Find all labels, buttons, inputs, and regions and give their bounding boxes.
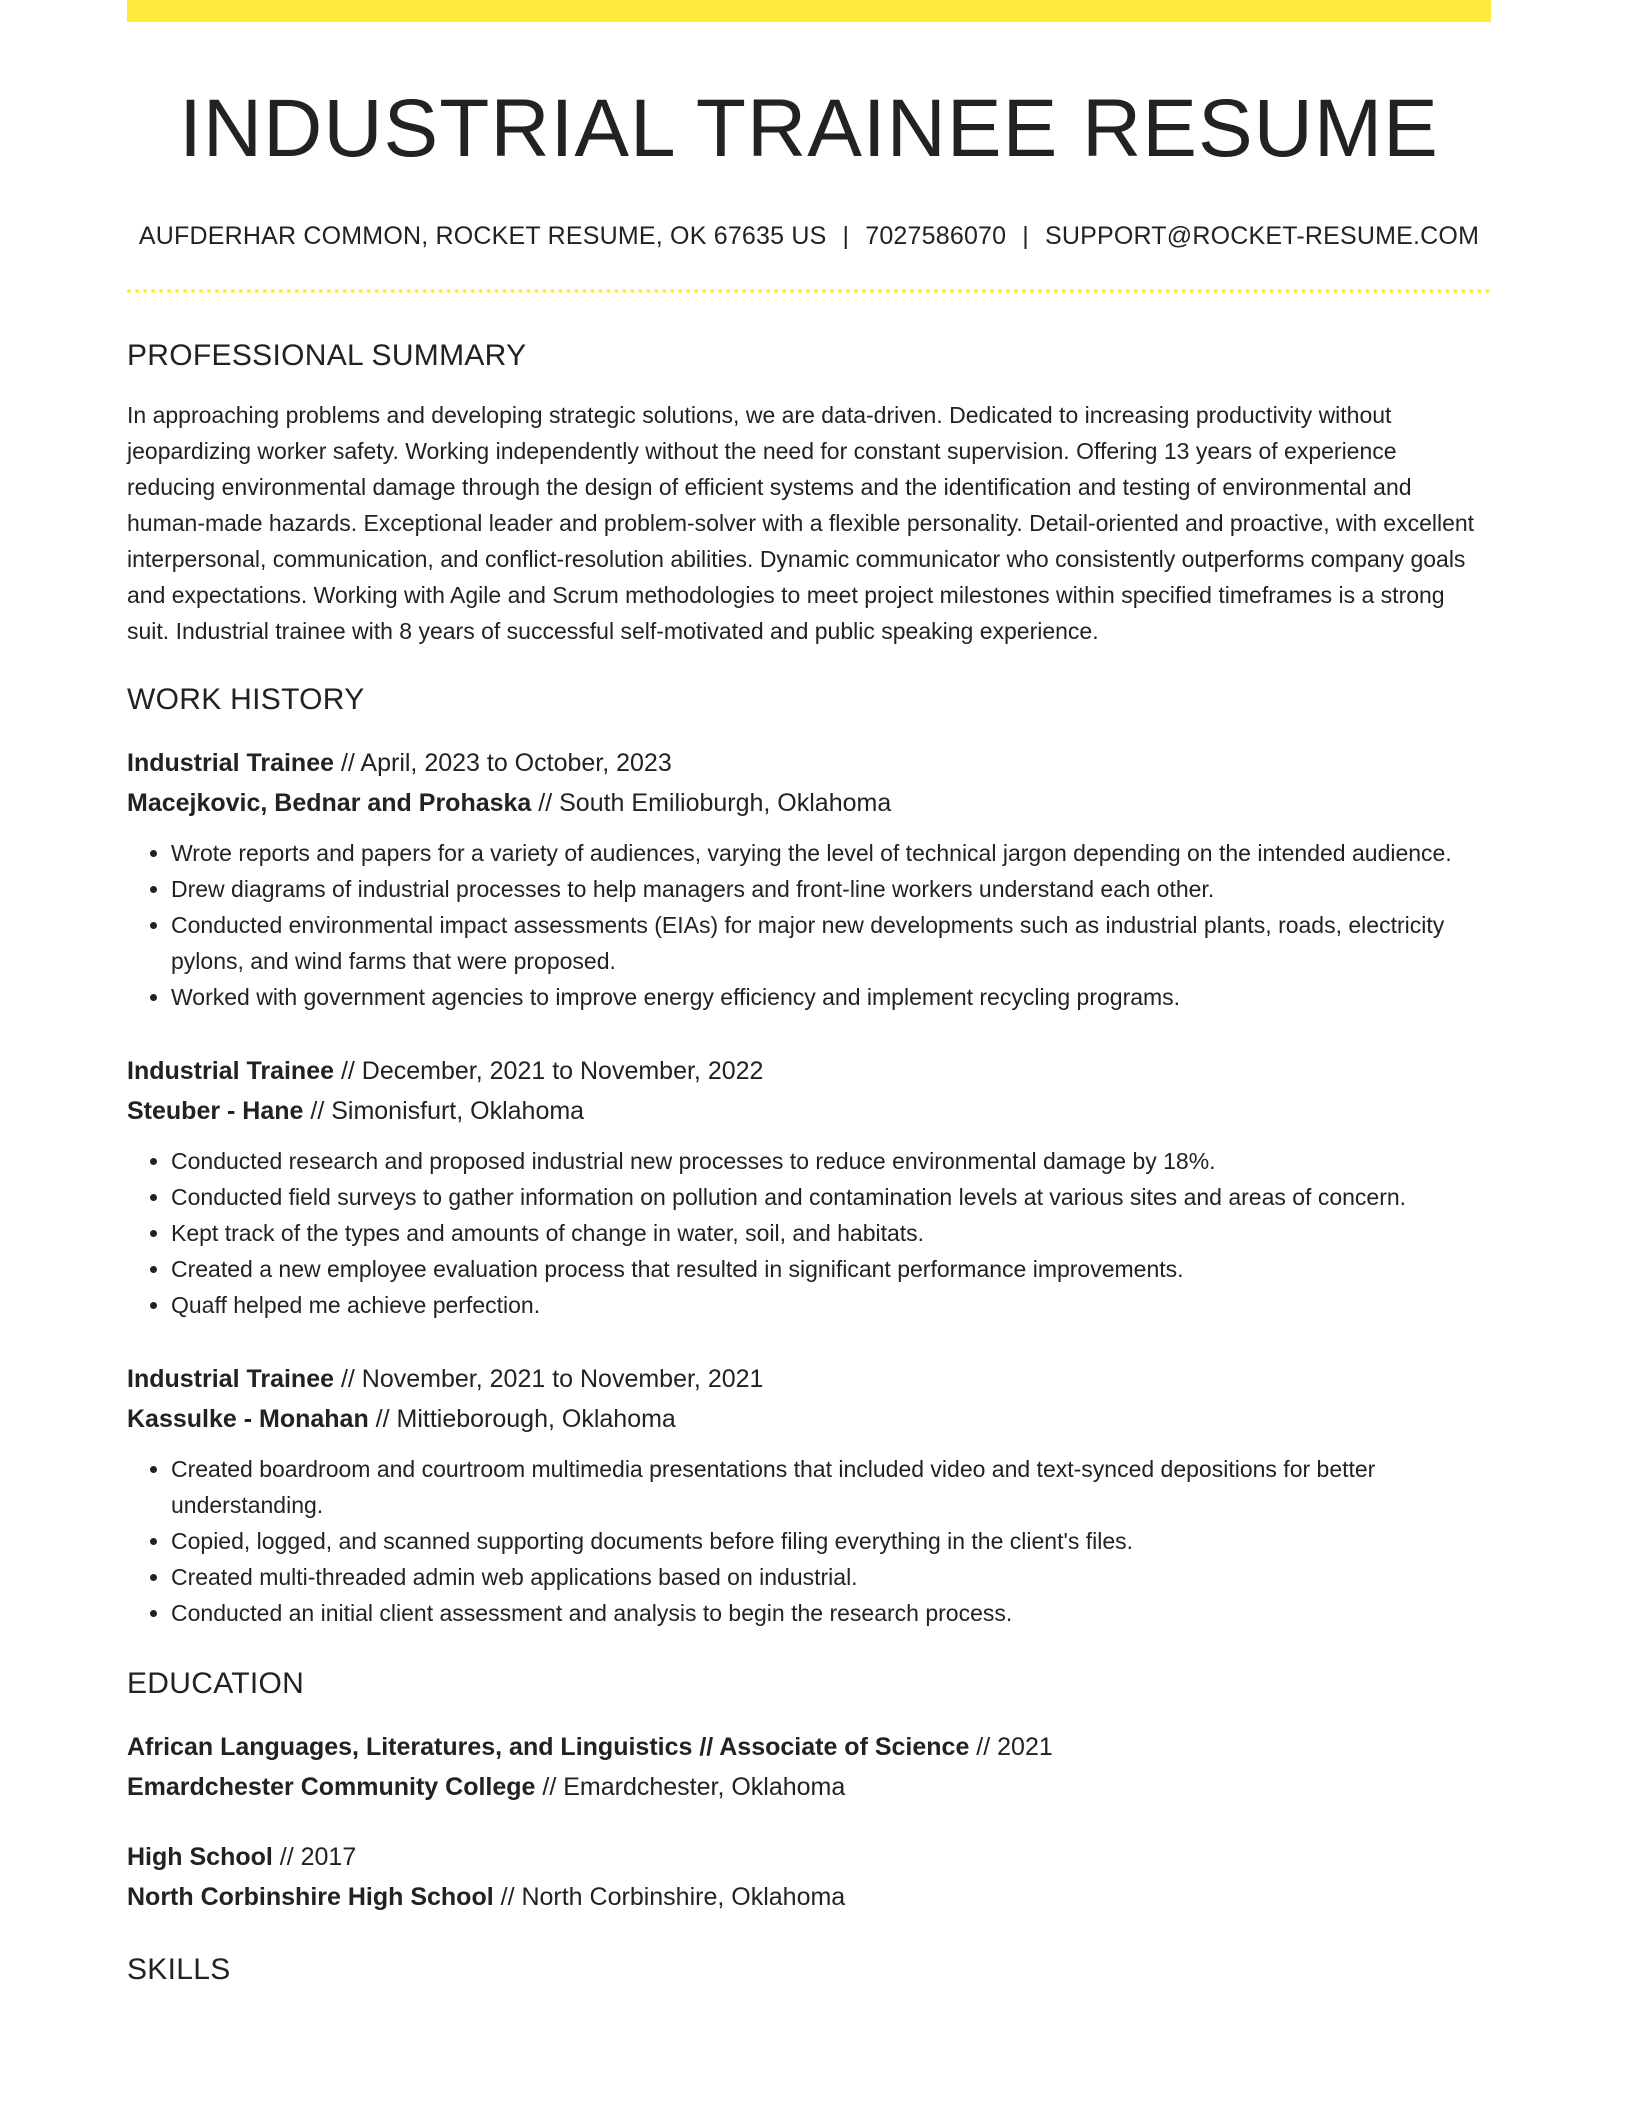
job-role: Industrial Trainee — [127, 1365, 335, 1394]
job-role: Industrial Trainee — [127, 1057, 335, 1086]
education-entry — [127, 1727, 1491, 1807]
list-item: • Conducted an initial client assessment and analysis to begin the research process. — [171, 1595, 1491, 1631]
education-location: // North Corbinshire, Oklahoma — [493, 1883, 846, 1912]
job-location: // South Emilioburgh, Oklahoma — [531, 789, 892, 818]
education-degree: African Languages, Literatures, and Linguistics // Associate of Science — [127, 1733, 970, 1762]
job-entry — [127, 1359, 1491, 1631]
job-title-line — [127, 743, 1491, 783]
job-title-line — [127, 1051, 1491, 1091]
contact-phone[interactable]: 7027586070 — [865, 222, 1007, 251]
list-item: • Drew diagrams of industrial processes to help managers and front-line workers understand each other. — [171, 871, 1491, 907]
list-item: • Created multi-threaded admin web applications based on industrial. — [171, 1559, 1491, 1595]
job-bullets — [127, 1143, 1491, 1323]
education-school-line — [127, 1767, 1491, 1807]
resume-page — [127, 0, 1491, 1987]
list-item: • Created a new employee evaluation process that resulted in significant performance improvements. — [171, 1251, 1491, 1287]
job-company: Kassulke - Monahan — [127, 1405, 369, 1434]
top-accent-bar — [127, 0, 1491, 22]
education-heading: EDUCATION — [127, 1667, 305, 1701]
education-year: // 2021 — [969, 1733, 1053, 1762]
summary-text: In approaching problems and developing strategic solutions, we are data-driven. Dedicated to increasing productivity without jeopardizing worker safety. Working independently without the need for constant supervision. Offering 13 years of experience reducing environmental damage through the design of efficient systems and the identification and testing of environmental and human-made hazards. Exceptional leader and problem-solver with a flexible personality. Detail-oriented and proactive, with excellent interpersonal, communication, and conflict-resolution abilities. Dynamic communicator who consistently outperforms company goals and expectations. Working with Agile and Scrum methodologies to meet project milestones within specified timeframes is a strong suit. Industrial trainee with 8 years of successful self-motivated and public speaking experience. — [127, 402, 1475, 645]
list-item: • Conducted field surveys to gather information on pollution and contamination levels at various sites and areas of concern. — [171, 1179, 1491, 1215]
list-item: • Kept track of the types and amounts of change in water, soil, and habitats. — [171, 1215, 1491, 1251]
job-location: // Simonisfurt, Oklahoma — [303, 1097, 585, 1126]
education-school: North Corbinshire High School — [127, 1883, 494, 1912]
job-dates: // December, 2021 to November, 2022 — [334, 1057, 764, 1086]
job-company-line — [127, 1399, 1491, 1439]
dotted-divider — [127, 289, 1491, 293]
contact-line — [127, 222, 1491, 251]
job-bullets — [127, 835, 1491, 1015]
education-year: // 2017 — [272, 1843, 357, 1872]
job-entry — [127, 1051, 1491, 1323]
education-degree: High School — [127, 1843, 273, 1872]
education-entry — [127, 1837, 1491, 1917]
contact-address: AUFDERHAR COMMON, ROCKET RESUME, OK 67635 US — [138, 222, 827, 251]
list-item: • Wrote reports and papers for a variety of audiences, varying the level of technical jargon depending on the intended audience. — [171, 835, 1491, 871]
job-company: Steuber - Hane — [127, 1097, 304, 1126]
list-item: • Conducted research and proposed industrial new processes to reduce environmental damage by 18%. — [171, 1143, 1491, 1179]
job-location: // Mittieborough, Oklahoma — [368, 1405, 676, 1434]
list-item: • Created boardroom and courtroom multimedia presentations that included video and text-synced depositions for better understanding. — [171, 1451, 1491, 1523]
skills-heading: SKILLS — [127, 1953, 231, 1987]
contact-separator: | — [842, 222, 850, 251]
list-item: • Quaff helped me achieve perfection. — [171, 1287, 1491, 1323]
contact-email[interactable]: SUPPORT@ROCKET-RESUME.COM — [1044, 222, 1480, 251]
education-degree-line — [127, 1837, 1491, 1877]
list-item: • Copied, logged, and scanned supporting documents before filing everything in the client's files. — [171, 1523, 1491, 1559]
summary-heading: PROFESSIONAL SUMMARY — [127, 339, 527, 373]
contact-separator: | — [1022, 222, 1029, 251]
job-company: Macejkovic, Bednar and Prohaska — [127, 789, 532, 818]
education-school: Emardchester Community College — [127, 1773, 536, 1802]
list-item: • Worked with government agencies to improve energy efficiency and implement recycling programs. — [171, 979, 1491, 1015]
job-entry — [127, 743, 1491, 1015]
list-item: • Conducted environmental impact assessments (EIAs) for major new developments such as industrial plants, roads, electricity pylons, and wind farms that were proposed. — [171, 907, 1491, 979]
education-school-line — [127, 1877, 1491, 1917]
job-role: Industrial Trainee — [127, 749, 335, 778]
education-location: // Emardchester, Oklahoma — [535, 1773, 846, 1802]
resume-title: INDUSTRIAL TRAINEE RESUME — [179, 83, 1439, 174]
job-company-line — [127, 783, 1491, 823]
job-company-line — [127, 1091, 1491, 1131]
work-history-heading: WORK HISTORY — [127, 683, 365, 717]
job-dates: // April, 2023 to October, 2023 — [334, 749, 672, 778]
education-degree-line — [127, 1727, 1491, 1767]
job-dates: // November, 2021 to November, 2021 — [334, 1365, 764, 1394]
job-title-line — [127, 1359, 1491, 1399]
job-bullets — [127, 1451, 1491, 1631]
